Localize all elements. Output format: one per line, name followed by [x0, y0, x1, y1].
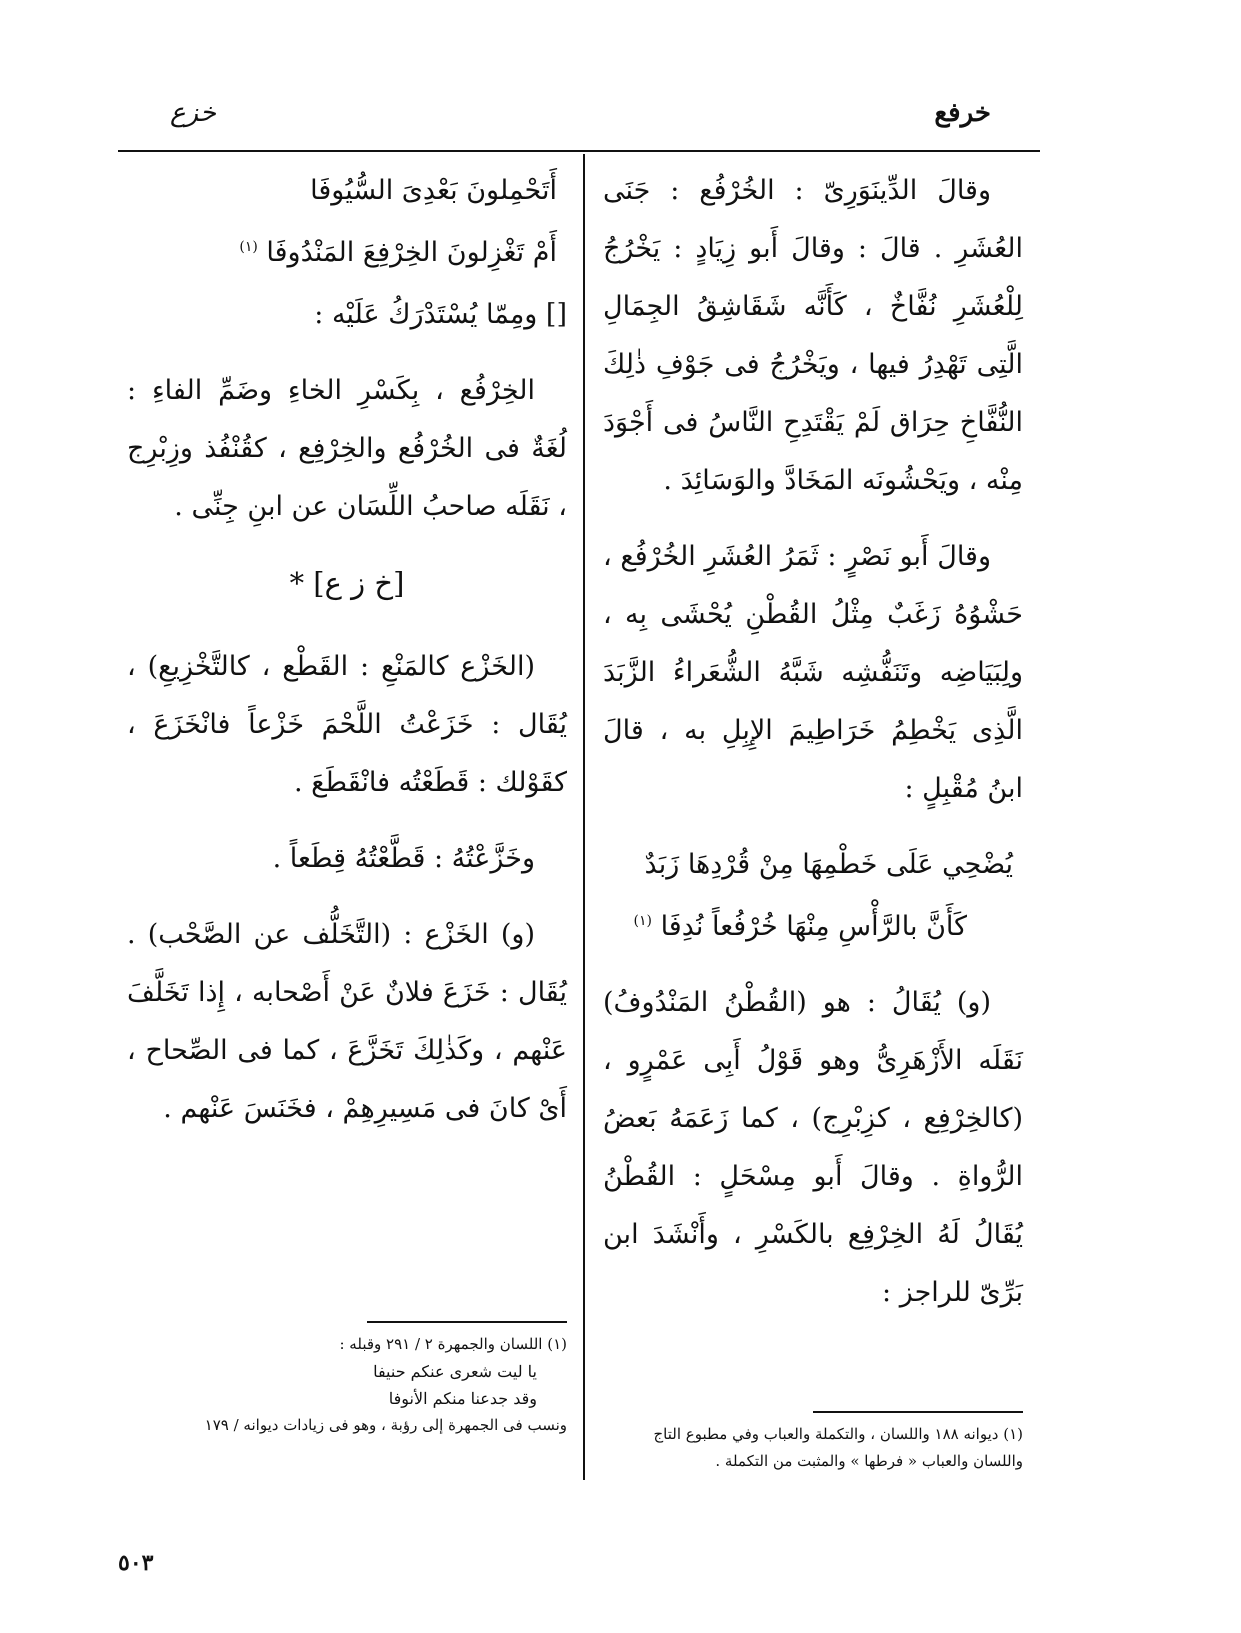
right-paragraph-1: وقالَ الدِّينَوَرِىّ : الخُرْفُع : جَنَى العُشَرِ . قالَ : وقالَ أَبو زِيَادٍ : يَخْرُجُ لِلْعُشَرِ نُفَّاخٌ ، كَأَنَّه شَقَاشِقُ الجِمَالِ الَّتِى تَهْدِرُ فيها ، ويَخْرُجُ فى جَوْفِ ذٰلِكَ النُّفَّاخِ حِرَاق لَمْ يَقْتَدِحِ النَّاسُ فى أَجْوَدَ مِنْه ، ويَحْشُونَه المَخَادَّ والوَسَائِدَ .: [603, 175, 1023, 496]
left-footnote-2: ونسب فى الجمهرة إلى رؤبة ، وهو فى زيادات ديوانه / ١٧٩: [204, 1416, 567, 1434]
header-rule: [118, 150, 1040, 152]
left-footnote-1: (١) اللسان والجمهرة ٢ / ٢٩١ وقبله :: [339, 1335, 567, 1353]
mustadrak-heading: [] ومِمّا يُسْتَدْرَكُ عَلَيْه :: [314, 299, 567, 330]
column-divider: [583, 154, 585, 1480]
left-footnote-rule: [367, 1321, 567, 1323]
page-header-right: خرفع: [934, 98, 991, 128]
left-paragraph-1: الخِرْفُع ، بِكَسْرِ الخاءِ وضَمِّ الفاءِ : لُغَةٌ فى الخُرْفُع والخِرْفِع ، كقُنْفُذ وزِبْرِج ، نَقَلَه صاحبُ اللِّسَان عن ابنِ جِنِّى .: [127, 375, 567, 522]
right-paragraph-3: (و) يُقَالُ : هو (القُطْنُ المَنْدُوفُ) نَقَلَه الأَزْهَرِىُّ وهو قَوْلُ أَبِى عَمْرٍو ، (كالخِرْفِع ، كزِبْرِج) ، كما زَعَمَهُ بَعضُ الرُّواةِ . وقالَ أَبو مِسْحَلٍ : القُطْنُ يُقَالُ لَهُ الخِرْفِع بالكَسْرِ ، وأَنْشَدَ ابن بَرِّىّ للراجز :: [603, 987, 1023, 1308]
left-footnote-verse-2: وقد جدعنا منكم الأنوفا: [388, 1389, 537, 1408]
right-verse-line-2: [603, 898, 1023, 956]
page-header-left: خزع: [170, 98, 216, 128]
left-paragraph-2: (الخَزْع كالمَنْعِ : القَطْع ، كالتَّخْزِيعِ) ، يُقَال : خَزَعْتُ اللَّحْمَ خَزْعاً فانْخَزَعَ ، كقَوْلك : قَطَعْتُه فانْقَطَعَ .: [127, 651, 567, 798]
left-paragraph-3: وخَزَّعْتُهُ : قَطَّعْتُهُ قِطَعاً .: [272, 843, 535, 874]
right-paragraph-2: وقالَ أَبو نَصْرٍ : ثَمَرُ العُشَرِ الخُرْفُع ، حَشْوُهُ زَغَبٌ مِثْلُ القُطْنِ يُحْشَى بِه ، ولِبَيَاضِه وتَنَفُّشِه شَبَّهُ الشُّعَراءُ الزَّبَدَ الَّذِى يَخْطِمُ خَرَاطِيمَ الإِبِلِ به ، قالَ ابنُ مُقْبِلٍ :: [603, 541, 1023, 804]
right-verse-line-1: يُضْحِي عَلَى خَطْمِهَا مِنْ قُرْدِهَا زَبَدٌ: [644, 849, 1013, 880]
right-verse-footnote-ref: (١): [633, 913, 652, 929]
left-verse-line-1: أَتَحْمِلونَ بَعْدِىَ السُّيُوفَا: [310, 175, 557, 206]
left-paragraph-4: (و) الخَزْع : (التَّخَلُّف عن الصَّحْب) . يُقَال : خَزَعَ فلانٌ عَنْ أَصْحابه ، إِذا تَخَلَّفَ عَنْهم ، وكَذٰلِكَ تَخَزَّعَ ، كما فى الصِّحاح ، أَىْ كانَ فى مَسِيرِهِمْ ، فخَنَسَ عَنْهم .: [127, 919, 567, 1124]
left-verse-line-2: [127, 224, 567, 282]
page-number: ٥٠٣: [118, 1550, 154, 1576]
left-verse-footnote-ref: (١): [239, 239, 258, 255]
spacer: [603, 960, 1023, 974]
right-footnote-1: (١) ديوانه ١٨٨ واللسان ، والتكملة والعباب وفي مطبوع التاج واللسان والعباب « فرطها » والمثبت من التكملة .: [653, 1425, 1023, 1470]
left-footnote-verse-1: يا ليت شعرى عنكم حنيفا: [373, 1362, 537, 1381]
right-footnotes: [603, 1403, 1023, 1475]
right-verse-line-2-text: كَأَنَّ بالرَّأْسِ مِنْهَا خُرْفُعاً نُدِفَا: [660, 911, 967, 942]
right-column: [603, 162, 1023, 1340]
right-footnote-rule: [813, 1411, 1023, 1413]
left-footnotes: [127, 1313, 567, 1439]
left-column: [127, 162, 567, 1156]
entry-title: [خ ز ع] *: [289, 566, 405, 600]
left-verse-line-2-text: أَمْ تَغْزِلونَ الخِرْفِعَ المَنْدُوفَا: [266, 237, 557, 268]
